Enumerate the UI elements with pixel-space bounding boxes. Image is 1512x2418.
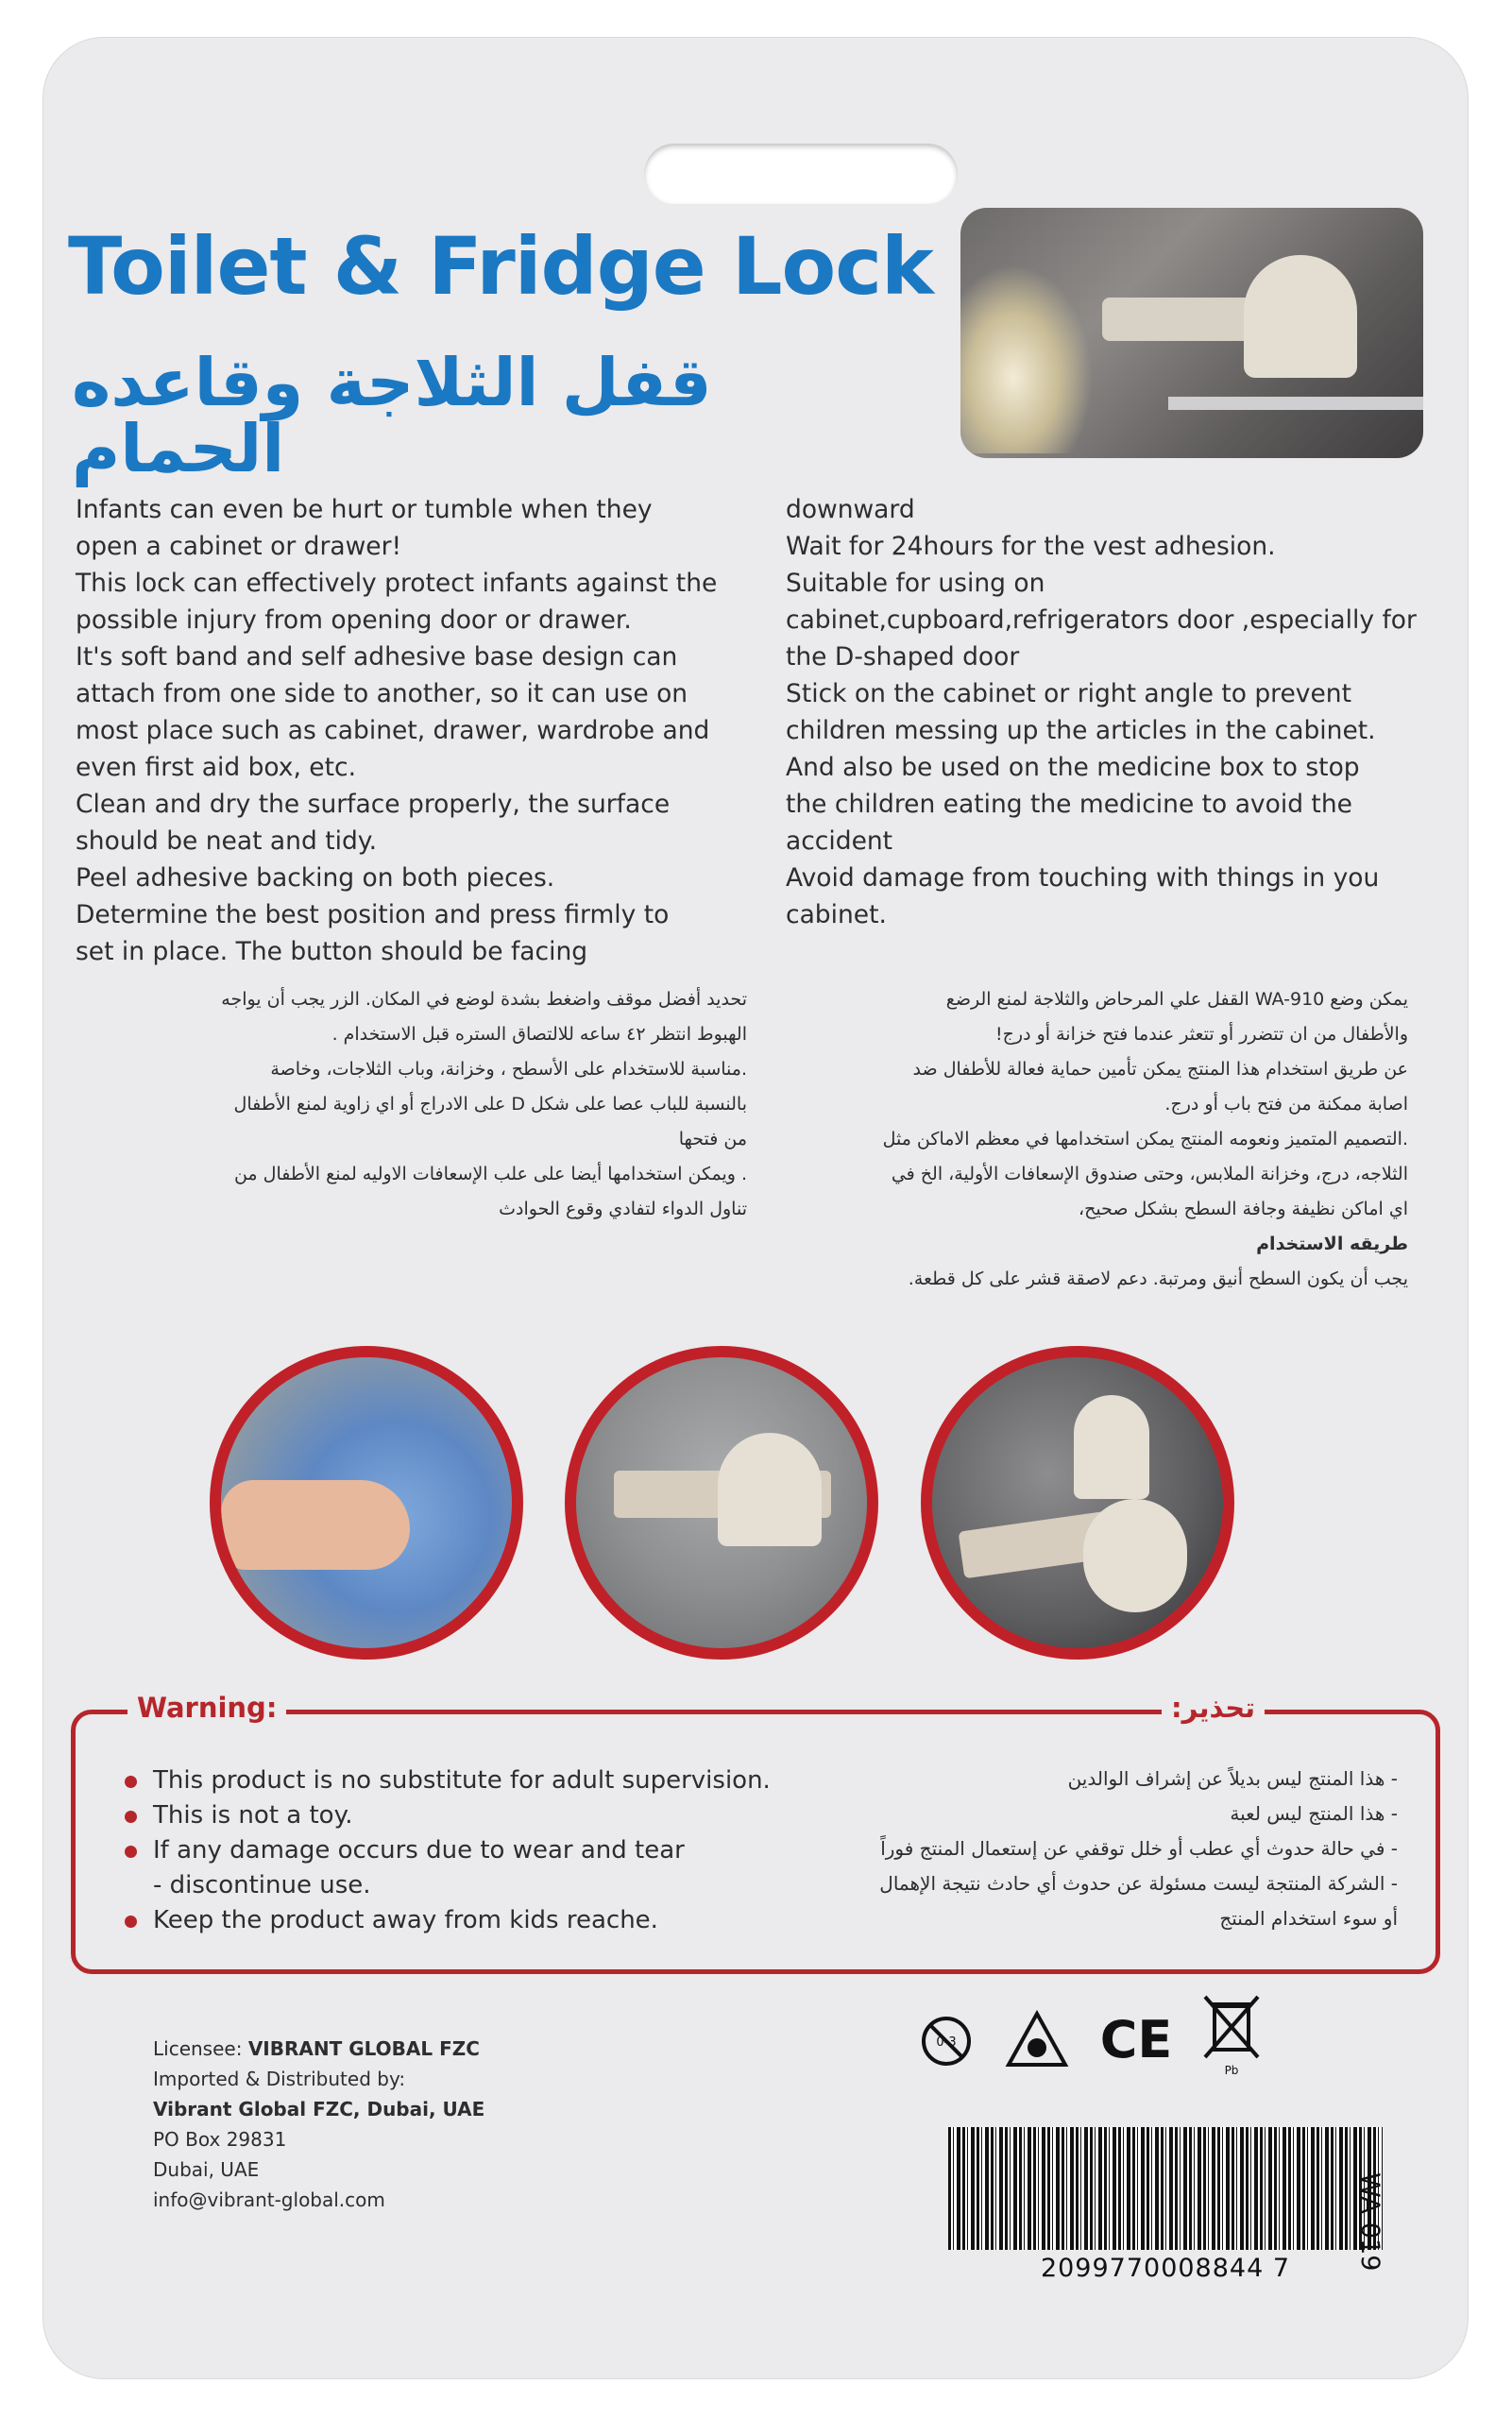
text-line: يمكن وضع WA-910 القفل علي المرحاض والثلاجة لمنع الرضع <box>945 989 1408 1010</box>
lock-base <box>1244 255 1357 378</box>
fridge-edge <box>1168 397 1423 410</box>
text-line: اي اماكن نظيفة وجافة السطح بشكل صحيح، <box>1078 1199 1408 1219</box>
text-line: Infants can even be hurt or tumble when they <box>76 495 653 524</box>
text-line: downward <box>786 495 915 524</box>
text-line: تحديد أفضل موقف واضغط بشدة لوضع في المكان. الزر يجب أن يواجه <box>221 989 747 1010</box>
text-line: even first aid box, etc. <box>76 753 356 782</box>
text-line: عن طريق استخدام هذا المنتج يمكن تأمين حماية فعالة للأطفال ضد <box>912 1059 1408 1080</box>
imported-line: Imported & Distributed by: <box>153 2068 406 2090</box>
flower-decoration <box>960 264 1093 453</box>
text-line: .مناسبة للاستخدام على الأسطح ، وخزانة، وباب الثلاجات، وخاصة <box>270 1059 747 1080</box>
step-attach-circle <box>565 1346 878 1660</box>
warning-text: This is not a toy. <box>153 1801 353 1830</box>
pb-label: Pb <box>1224 2064 1239 2077</box>
text-line: It's soft band and self adhesive base design can <box>76 642 678 672</box>
warning-text: If any damage occurs due to wear and tear <box>153 1836 685 1865</box>
lock-base-image <box>718 1433 822 1546</box>
warning-text: - discontinue use. <box>153 1871 371 1899</box>
text-line: the D-shaped door <box>786 642 1020 672</box>
text-line: Stick on the cabinet or right angle to prevent <box>786 679 1351 708</box>
text-line: This lock can effectively protect infants against the <box>76 569 718 598</box>
lion-mark-icon <box>1005 2010 1069 2069</box>
warning-text: This product is no substitute for adult supervision. <box>153 1766 771 1795</box>
text-line: accident <box>786 826 893 856</box>
text-line: possible injury from opening door or drawer. <box>76 605 632 635</box>
text-line: الهبوط انتظر ٤٢ ساعه للالتصاق الستره قبل الاستخدام . <box>331 1024 747 1045</box>
text-line: And also be used on the medicine box to stop <box>786 753 1360 782</box>
warning-label-en: Warning: <box>127 1694 286 1722</box>
text-line: من فتحها <box>678 1129 747 1149</box>
text-line: الثلاجه، درج، وخزانة الملابس، وحتى صندوق الإسعافات الأولية، الخ في <box>891 1164 1408 1184</box>
product-title-en: Toilet & Fridge Lock <box>68 220 933 313</box>
text-line: . ويمكن استخدامها أيضا على علب الإسعافات الاوليه لمنع الأطفال من <box>233 1164 747 1184</box>
text-line: Wait for 24hours for the vest adhesion. <box>786 532 1276 561</box>
warning-list-en <box>117 1763 771 1938</box>
text-line: attach from one side to another, so it can use on <box>76 679 688 708</box>
text-line: should be neat and tidy. <box>76 826 378 856</box>
list-item: - في حالة حدوث أي عطب أو خلل توقفي عن إستعمال المنتج فوراً <box>880 1837 1398 1860</box>
licensee-line <box>153 2034 484 2064</box>
text-line: set in place. The button should be facing <box>76 937 588 966</box>
city-line: Dubai, UAE <box>153 2158 260 2181</box>
step-lock-circle <box>921 1346 1234 1660</box>
hang-hole <box>644 144 958 204</box>
text-line: cabinet,cupboard,refrigerators door ,especially for <box>786 605 1417 635</box>
ce-mark-icon: CE <box>1099 2009 1173 2069</box>
bullet-icon <box>125 1776 137 1788</box>
age-label: 0-3 <box>936 2035 957 2050</box>
distributor-info <box>153 2034 484 2215</box>
text-line: اصابة ممكنة من فتح باب أو درج. <box>1164 1094 1408 1115</box>
text-line: طريقه الاستخدام <box>1256 1234 1408 1254</box>
text-line: Peel adhesive backing on both pieces. <box>76 863 555 893</box>
text-line: والأطفال من ان تتضرر أو تتعثر عندما فتح خزانة أو درج! <box>995 1024 1408 1045</box>
description-en-left <box>76 491 717 970</box>
warning-text: Keep the product away from kids reache. <box>153 1906 658 1934</box>
text-line: Clean and dry the surface properly, the surface <box>76 790 671 819</box>
text-line: بالنسبة للباب عصا على شكل D على الادراج أو اي زاوية لمنع الأطفال <box>233 1094 747 1115</box>
list-item: - الشركة المنتجة ليست مسئولة عن حدوث أي حادث نتيجة الإهمال <box>879 1872 1398 1895</box>
weee-bin-icon <box>1201 1993 1262 2078</box>
list-item: - هذا المنتج ليس بديلاً عن إشراف الوالدين <box>1067 1767 1398 1790</box>
age-warning-icon <box>920 2015 973 2068</box>
bullet-icon <box>125 1846 137 1858</box>
text-line: Determine the best position and press firmly to <box>76 900 670 929</box>
barcode <box>948 2127 1383 2250</box>
text-line: open a cabinet or drawer! <box>76 532 402 561</box>
text-line: تناول الدواء لتفادي وقوع الحوادث <box>499 1199 747 1219</box>
list-item <box>117 1763 771 1798</box>
list-item: أو سوء استخدام المنتج <box>1219 1907 1398 1930</box>
list-item <box>117 1833 771 1868</box>
warning-box <box>71 1710 1440 1974</box>
email-line: info@vibrant-global.com <box>153 2188 385 2211</box>
product-title-ar: قفل الثلاجة وقاعده الحمام <box>72 344 712 487</box>
text-line: most place such as cabinet, drawer, wardrobe and <box>76 716 710 745</box>
bullet-icon <box>125 1811 137 1823</box>
lock-latch-image <box>1074 1395 1149 1499</box>
list-item: - هذا المنتج ليس لعبة <box>1230 1802 1398 1825</box>
product-code: WA-019 <box>1355 2172 1385 2272</box>
company-line: Vibrant Global FZC, Dubai, UAE <box>153 2098 485 2120</box>
bullet-icon <box>125 1916 137 1928</box>
text-line: Avoid damage from touching with things in you <box>786 863 1380 893</box>
licensee-label: Licensee: <box>153 2037 248 2060</box>
list-item <box>117 1903 771 1938</box>
lock-base-image <box>1083 1499 1187 1612</box>
hand-image <box>221 1480 410 1570</box>
po-box-line: PO Box 29831 <box>153 2128 287 2151</box>
text-line: the children eating the medicine to avoid the <box>786 790 1352 819</box>
text-line: children messing up the articles in the cabinet. <box>786 716 1376 745</box>
warning-list-ar <box>879 1762 1398 1936</box>
description-en-right <box>786 491 1417 933</box>
barcode-number: 2099770008844 7 <box>1040 2254 1291 2283</box>
description-ar-left <box>48 982 747 1227</box>
step-clean-circle <box>210 1346 523 1660</box>
list-item <box>117 1798 771 1833</box>
licensee-name: VIBRANT GLOBAL FZC <box>247 2037 480 2060</box>
list-item <box>117 1868 771 1903</box>
warning-label-ar: تحذير: <box>1162 1694 1265 1722</box>
text-line: cabinet. <box>786 900 887 929</box>
description-ar-right <box>766 982 1408 1297</box>
text-line: يجب أن يكون السطح أنيق ومرتبة. دعم لاصقة قشر على كل قطعة. <box>908 1269 1408 1289</box>
text-line: Suitable for using on <box>786 569 1045 598</box>
text-line: .التصميم المتميز ونعومه المنتج يمكن استخدامها في معظم الاماكن مثل <box>882 1129 1408 1149</box>
product-photo <box>960 208 1423 458</box>
